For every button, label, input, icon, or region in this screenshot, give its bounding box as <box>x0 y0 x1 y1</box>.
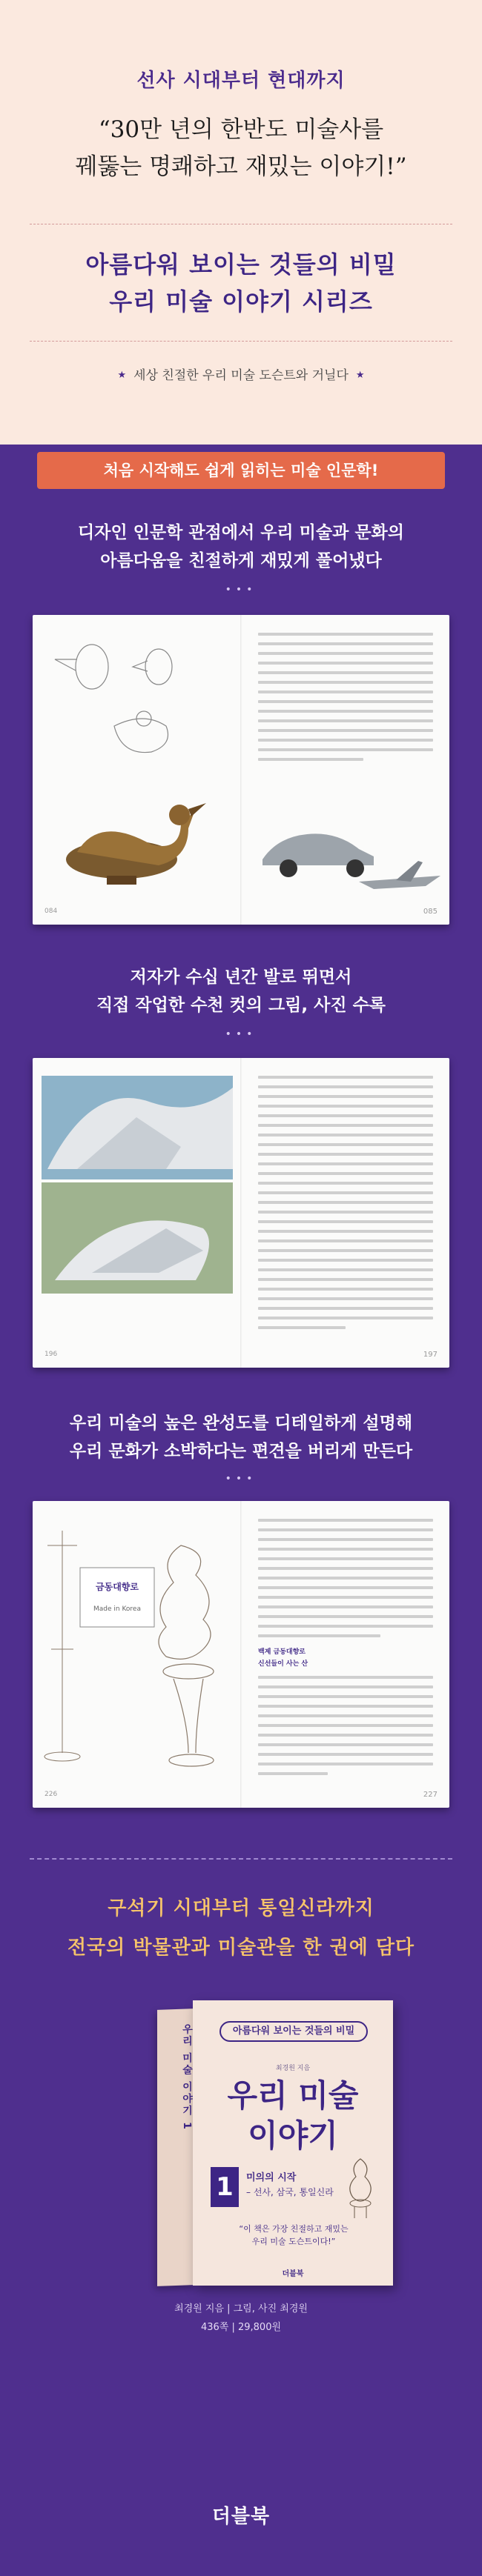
header-quote-line2: 꿰뚫는 명쾌하고 재밌는 이야기!” <box>75 153 407 180</box>
section2-line1: 저자가 수십 년간 발로 뛰면서 <box>130 968 352 987</box>
book-headline-1: 구석기 시대부터 통일신라까지 <box>108 1897 374 1920</box>
duck-illustrations <box>33 615 240 925</box>
page-number-left: 084 <box>44 908 58 915</box>
spread2-text-block <box>258 1076 433 1336</box>
cover-quote-line2: 우리 미술 도슨트이다!” <box>251 2237 336 2246</box>
candle-stand-icon <box>44 1531 80 1761</box>
section1-title <box>0 519 482 575</box>
star-icon: ★ <box>355 370 365 381</box>
header-kicker: 선사 시대부터 현대까지 <box>136 70 346 92</box>
section1-line1: 디자인 인문학 관점에서 우리 미술과 문화의 <box>78 523 404 542</box>
page-number-left: 226 <box>44 1791 58 1798</box>
cover-publisher: 더블북 <box>282 2270 304 2278</box>
cover-subtitle-2: – 선사, 삼국, 통일신라 <box>246 2187 334 2197</box>
header-quote-line1: “30만 년의 한반도 미술사를 <box>98 116 384 143</box>
book-spread-3 <box>33 1501 449 1808</box>
architecture-photos <box>33 1058 240 1368</box>
series-title-line2: 우리 미술 이야기 시리즈 <box>109 287 373 316</box>
side-label: 백제 금동대향로 <box>258 1648 306 1656</box>
section3-line2: 우리 문화가 소박하다는 편견을 버리게 만든다 <box>69 1442 413 1461</box>
car-jet-illustration <box>255 800 448 904</box>
label-box-sub: Made in Korea <box>93 1605 141 1613</box>
series-title-line1: 아름다워 보이는 것들의 비밀 <box>85 250 397 279</box>
section2-title <box>0 963 482 1019</box>
page-number-right: 197 <box>423 1351 438 1359</box>
header-bottom-rule <box>30 341 452 342</box>
book-credits: 최경원 지음 | 그림, 사진 최경원 <box>174 2303 308 2314</box>
section2-line2: 직접 작업한 수천 컷의 그림, 사진 수록 <box>96 996 386 1015</box>
book-spread-2 <box>33 1058 449 1368</box>
tagline-text: 세상 친절한 우리 미술 도슨트와 거닐다 <box>133 368 349 383</box>
section3-line1: 우리 미술의 높은 완성도를 디테일하게 설명해 <box>69 1414 413 1433</box>
header-section <box>0 0 482 445</box>
spread3-text-block-bottom <box>258 1676 433 1782</box>
publisher-logo: 더블북 <box>211 2506 271 2528</box>
cover-subtitle-1: 미의의 시작 <box>246 2172 297 2183</box>
star-icon: ★ <box>117 370 127 381</box>
page-number-right: 085 <box>423 908 438 916</box>
incense-burner-icon <box>159 1545 214 1766</box>
cover-series-pill: 아름다워 보이는 것들의 비밀 <box>219 2021 368 2042</box>
book-headline-2: 전국의 박물관과 미술관을 한 권에 담다 <box>67 1937 415 1959</box>
spread3-text-block-top <box>258 1519 433 1644</box>
car-icon <box>263 833 374 877</box>
mini-frame-icon <box>80 1568 154 1627</box>
spine-title: 우리 미술 이야기 1 <box>181 2023 193 2131</box>
page-number-left: 196 <box>44 1351 58 1358</box>
label-box-title: 금동대향로 <box>96 1582 139 1592</box>
duck-vessel-icon <box>66 803 206 885</box>
section3-title <box>0 1409 482 1465</box>
page-number-right: 227 <box>423 1791 438 1799</box>
incense-burner-illustration <box>33 1501 240 1808</box>
cover-author: 최경원 지음 <box>275 2065 311 2072</box>
section1-dots: ••• <box>225 584 257 596</box>
cover-title-line1: 우리 미술 <box>227 2077 359 2114</box>
tagline <box>0 365 482 383</box>
spread1-text-block <box>258 633 433 768</box>
section1-line2: 아름다움을 친절하게 재밌게 풀어냈다 <box>100 551 382 570</box>
section2-dots: ••• <box>225 1028 257 1040</box>
book-spine <box>157 2008 194 2286</box>
cover-quote <box>212 2223 375 2248</box>
book-cover <box>193 2000 393 2286</box>
duck-sketch-icon <box>55 645 172 753</box>
book-price: 436쪽 | 29,800원 <box>200 2322 282 2333</box>
book-spread-1 <box>33 615 449 925</box>
cover-quote-line1: “이 책은 가장 친절하고 재밌는 <box>239 2224 349 2234</box>
side-label-2: 신선들이 사는 산 <box>258 1660 308 1668</box>
bottom-divider <box>30 1858 452 1860</box>
section3-dots: ••• <box>225 1473 257 1485</box>
cover-title-line2: 이야기 <box>248 2117 338 2154</box>
cover-volume: 1 <box>211 2167 239 2207</box>
header-quote <box>0 111 482 185</box>
banner-tab: 처음 시작해도 쉽게 읽히는 미술 인문학! <box>37 452 445 489</box>
cover-artifact-icon <box>338 2156 383 2223</box>
